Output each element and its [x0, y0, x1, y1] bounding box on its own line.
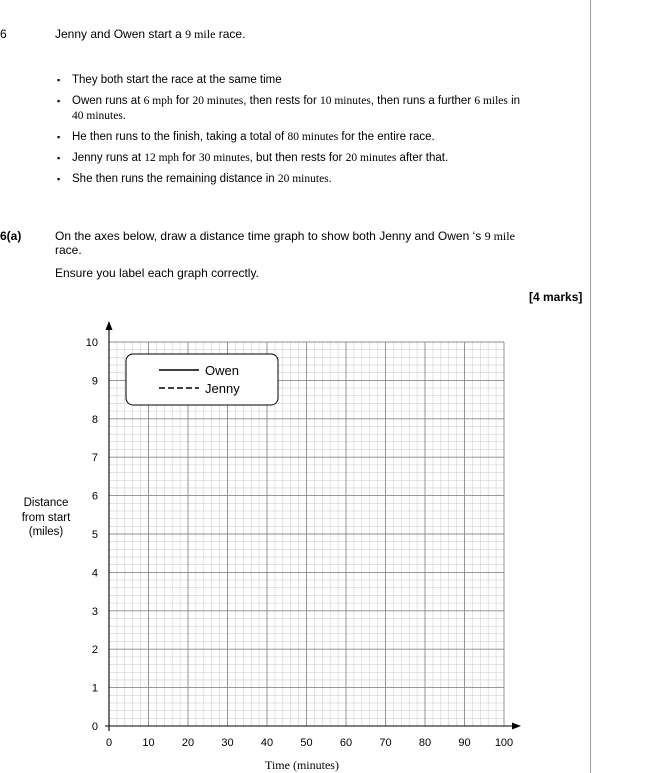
- y-tick-label: 7: [91, 452, 98, 465]
- quantity-text: 20 minutes: [192, 95, 244, 107]
- y-tick-label: 0: [91, 721, 98, 733]
- x-tick-label: 50: [300, 737, 313, 749]
- x-tick-label: 10: [142, 737, 155, 749]
- x-tick-label: 100: [494, 737, 514, 749]
- body-text: , then rests for: [243, 95, 320, 107]
- body-text: .: [328, 173, 332, 185]
- x-axis-arrow-icon: [512, 723, 521, 730]
- x-tick-label: 80: [418, 737, 432, 749]
- body-text: in: [507, 95, 521, 107]
- legend-box: [126, 354, 278, 405]
- x-tick-label: 30: [221, 737, 234, 749]
- quantity-text: 9 mile: [484, 229, 515, 243]
- quantity-text: 20 minutes: [345, 152, 397, 164]
- bullet-square-icon: ▪: [57, 75, 61, 85]
- y-axis-label-line: (miles): [28, 526, 64, 538]
- y-tick-label: 4: [91, 567, 98, 580]
- question-number: 6: [0, 27, 7, 41]
- body-text: Owen runs at: [72, 95, 144, 107]
- y-tick-label: 5: [91, 529, 98, 541]
- marks-label: [4 marks]: [529, 290, 583, 304]
- part-instruction-2: Ensure you label each graph correctly.: [55, 266, 259, 280]
- y-axis-arrow-icon: [106, 321, 113, 330]
- body-text: after that.: [396, 152, 449, 164]
- body-text: , but then rests for: [249, 152, 346, 164]
- y-tick-label: 2: [91, 644, 98, 657]
- body-text: for the entire race.: [338, 131, 435, 143]
- intro-text-b: race.: [215, 27, 246, 41]
- intro-text-a: Jenny and Owen start a: [55, 27, 186, 41]
- x-tick-label: 70: [379, 737, 392, 749]
- y-axis-label: [14, 496, 78, 540]
- x-tick-label: 40: [260, 737, 274, 749]
- intro-race-distance: 9 mile: [185, 27, 216, 41]
- body-text: race.: [55, 243, 82, 257]
- x-tick-label: 60: [339, 737, 353, 749]
- body-text: Jenny runs at: [72, 152, 145, 164]
- body-text: On the axes below, draw a distance time graph to show both Jenny and Owen ‘s: [55, 229, 485, 243]
- quantity-text: 6 miles: [474, 95, 508, 107]
- y-axis-label-line: from start: [21, 511, 71, 524]
- bullet-square-icon: ▪: [57, 96, 61, 106]
- y-axis-label-line: Distance: [23, 497, 69, 509]
- quantity-text: 6 mph: [143, 95, 173, 107]
- x-tick-label: 0: [105, 737, 113, 749]
- legend-label: Owen: [205, 363, 239, 378]
- body-text: .: [122, 110, 126, 122]
- bullet-square-icon: ▪: [57, 132, 61, 142]
- quantity-text: 30 minutes: [198, 152, 250, 164]
- y-tick-label: 6: [91, 490, 98, 503]
- y-tick-label: 3: [91, 605, 98, 618]
- quantity-text: 40 minutes: [72, 110, 123, 122]
- y-tick-label: 1: [91, 682, 98, 695]
- bullet-square-icon: ▪: [57, 174, 61, 184]
- legend-label: Jenny: [205, 381, 240, 396]
- y-tick-label: 10: [85, 337, 98, 349]
- y-tick-label: 9: [91, 375, 98, 388]
- x-tick-label: 20: [181, 737, 195, 749]
- quantity-text: 20 minutes: [277, 173, 329, 185]
- body-text: for: [179, 152, 199, 164]
- body-text: , then runs a further: [370, 95, 475, 107]
- y-tick-label: 8: [91, 413, 98, 426]
- question-part-label: 6(a): [0, 229, 22, 243]
- x-axis-label: Time (minutes): [265, 758, 339, 772]
- quantity-text: 12 mph: [144, 152, 180, 164]
- body-text: She then runs the remaining distance in: [72, 173, 278, 185]
- quantity-text: 10 minutes: [319, 95, 371, 107]
- body-text: for: [172, 95, 193, 107]
- body-text: They both start the race at the same time: [72, 74, 282, 86]
- bullet-square-icon: ▪: [57, 153, 61, 163]
- quantity-text: 80 minutes: [287, 131, 339, 143]
- body-text: He then runs to the finish, taking a total of: [72, 131, 288, 143]
- x-tick-label: 90: [458, 737, 471, 749]
